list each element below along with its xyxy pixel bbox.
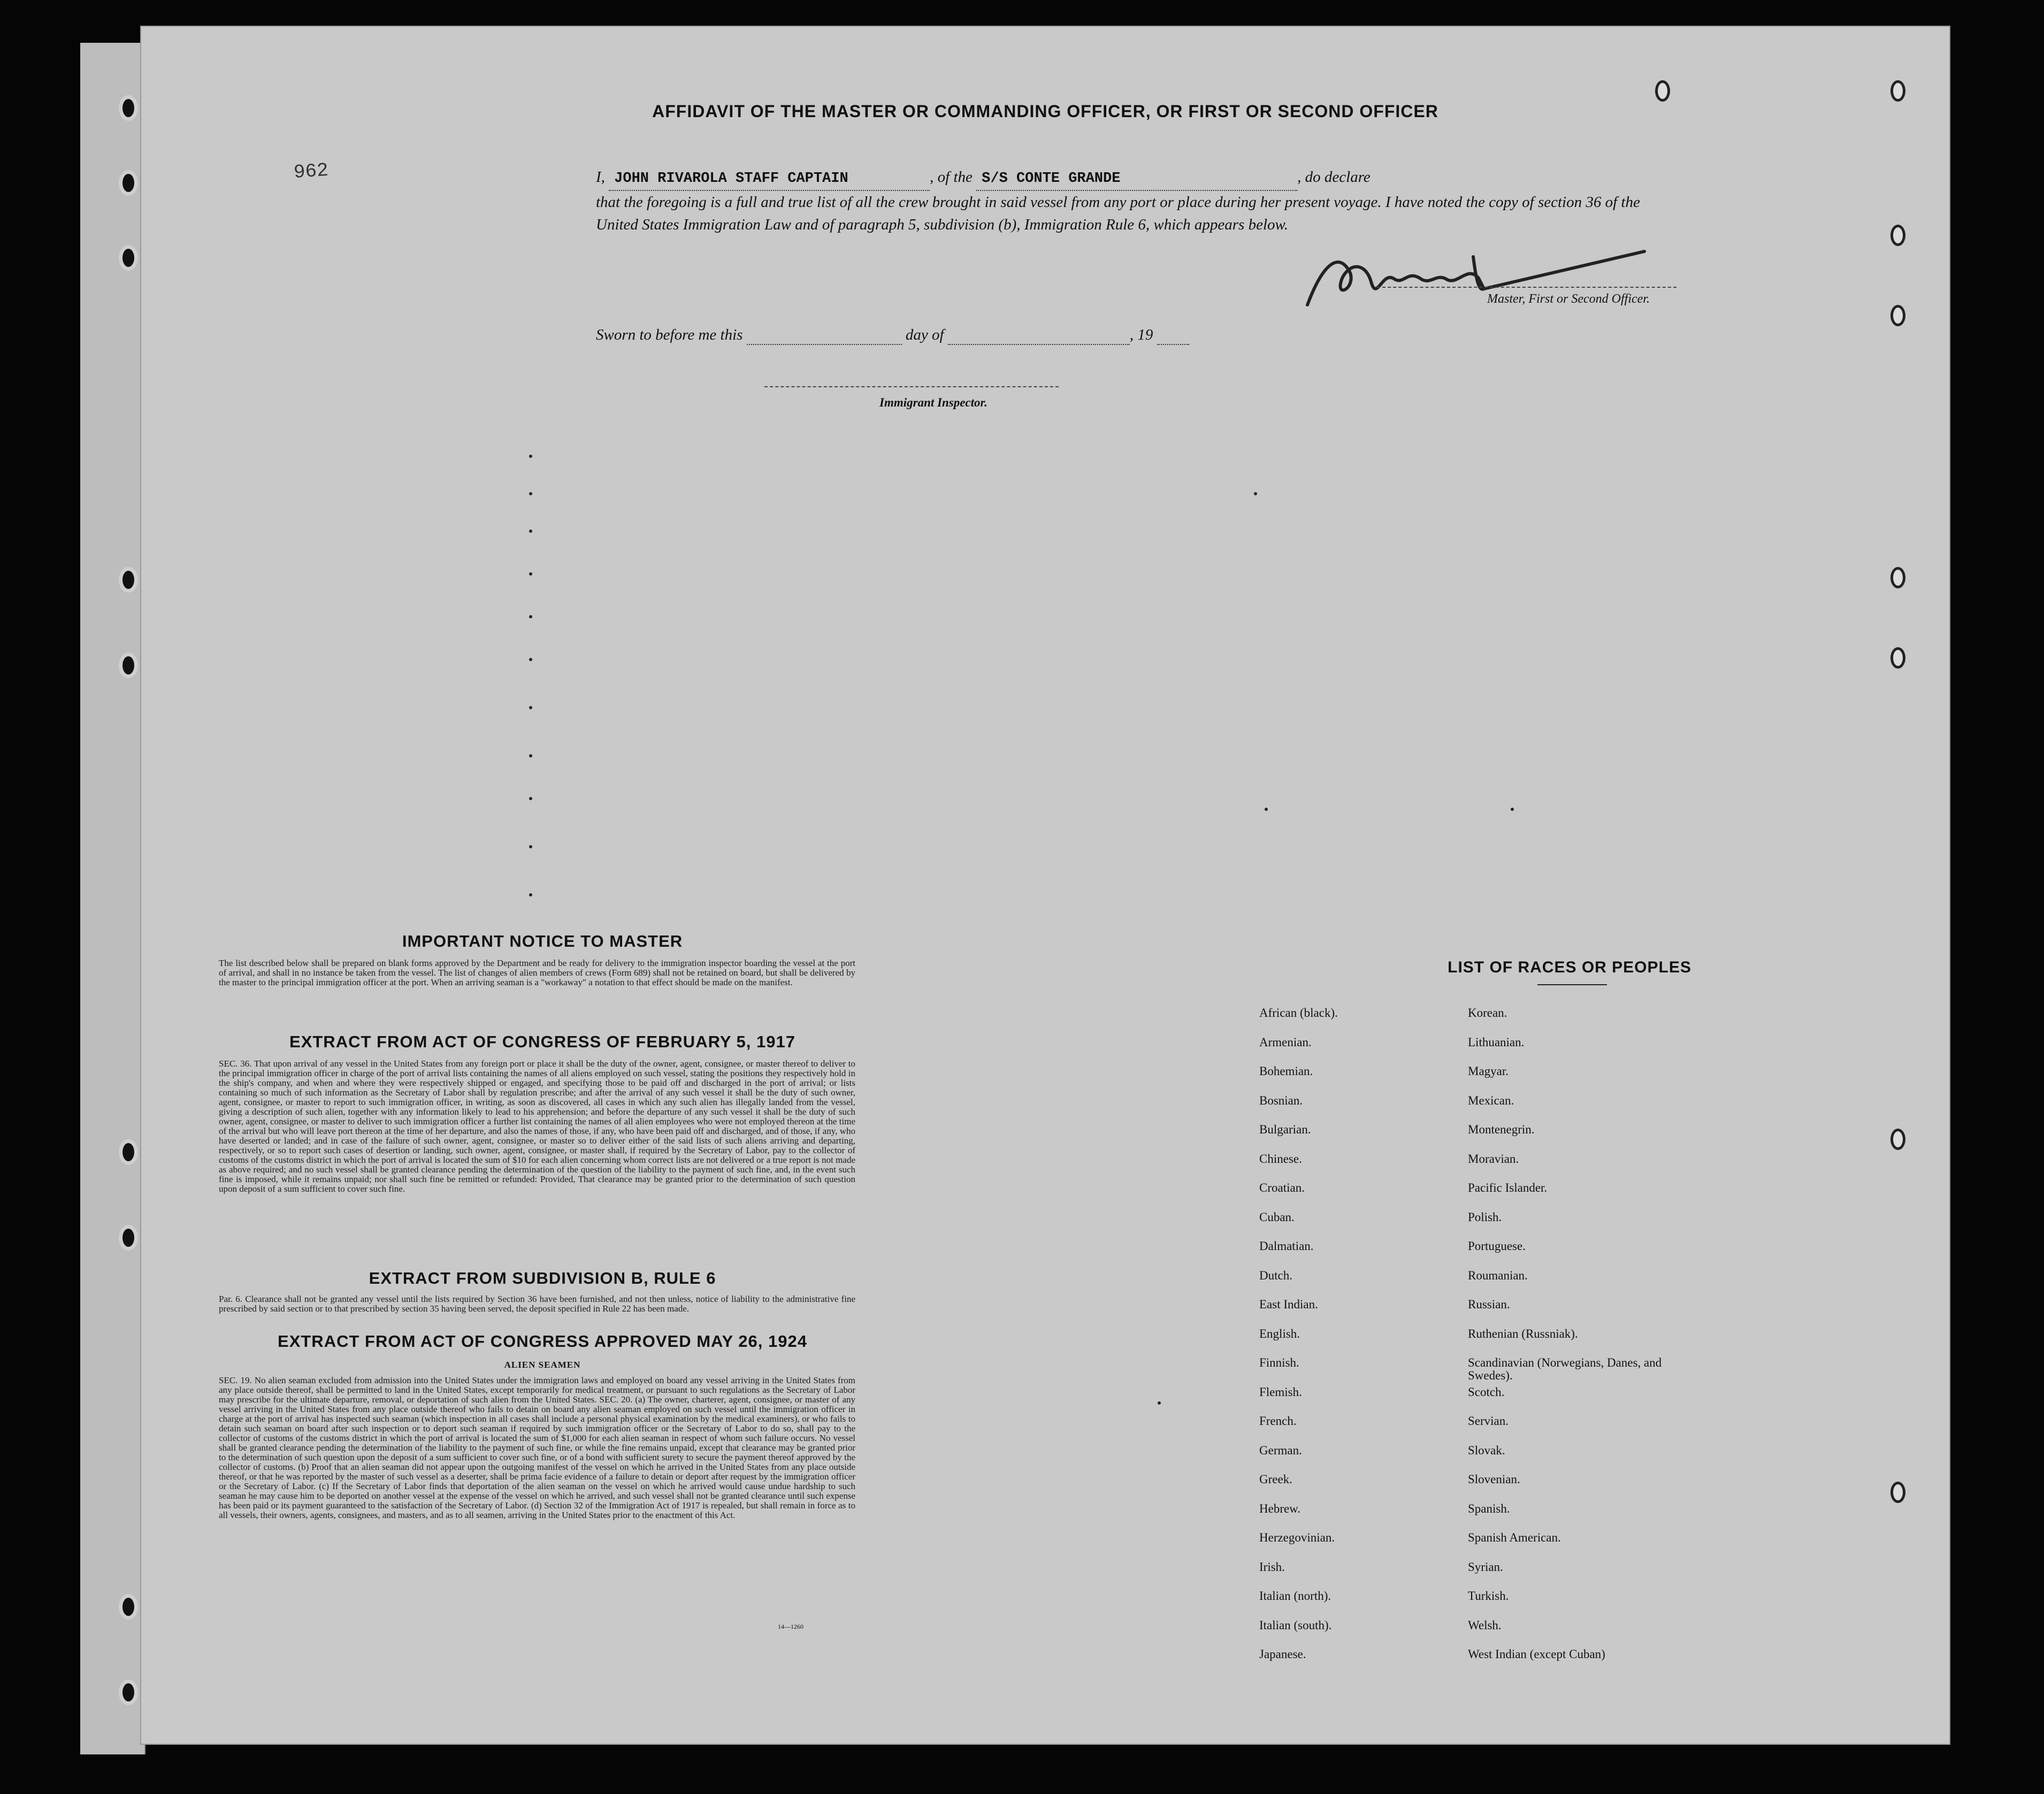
extract-1924-body: SEC. 19. No alien seaman excluded from admission into the United States under the immigration laws and employed on board any vessel arriving in the United States from any place outside thereof, shall be permitted to land in the United States, except temporarily for medical treatment, or pursuant to such regulations as the Secretary of Labor may prescribe for the ultimate departure, removal, or deportation of such alien from the United States. SEC. 20. (a) The owner, charterer, agent, consignee, or master of any vessel arriving in the United States from any place outside thereof who fails to detain on board any alien seaman employed on such vessel until the immigration officer in charge at the port of arrival has inspected such seaman (which inspection in all cases shall include a personal physical examination by the medical examiners), or who fails to detain such seaman on board after such inspection or to deport such seaman if required by such immigration officer or the Secretary of Labor to do so, shall pay to the collector of customs of the customs district in which the port of arrival is located the sum of $1,000 for each alien seaman in respect of whom such failure occurs. No vessel shall be granted clearance pending the determination of the liability to the payment of such fine, or while the fine remains unpaid, except that clearance may be granted prior to the determination of such question upon the deposit of a sum sufficient to cover such fine, or of a bond with sufficient surety to secure the payment thereof approved by the collector of customs. (b) Proof that an alien seaman did not appear upon the outgoing manifest of the vessel on which he arrived in the United States from any place outside thereof, or that he was reported by the master of such vessel as a deserter, shall be prima facie evidence of a failure to detain or deport after request by the immigration officer or the Secretary of Labor. (c) If the Secretary of Labor finds that deportation of the alien seaman on the vessel on which he arrived would cause undue hardship to such seaman he may cause him to be deported on another vessel at the expense of the vessel on which he arrived, and such vessel shall not be granted clearance until such expense has been paid or its payment guaranteed to the satisfaction of the Secretary of Labor. (d) Section 32 of the Immigration Act of 1917 is repealed, but shall remain in force as to all vessels, their owners, agents, consignees, and masters, and as to all seamen, arriving in the United States prior to the enactment of this Act. [219, 1375, 855, 1520]
binder-ring-3 [119, 245, 138, 271]
race-item: English. [1259, 1327, 1300, 1340]
race-item: Flemish. [1259, 1385, 1302, 1399]
extract-1917-body: SEC. 36. That upon arrival of any vessel in the United States from any foreign port or place it shall be the duty of the owner, agent, consignee, or master thereof to deliver to the principal immigration officer in charge of the port of arrival lists containing the names of all aliens employed on such vessel, stating the positions they respectively hold in the ship's company, and when and where they were respectively shipped or engaged, and specifying those to be paid off and discharged in the port of arrival; or lists containing so much of such information as the Secretary of Labor shall by regulation prescribe; and after the arrival of any such vessel it shall be the duty of such owner, agent, consignee, or master to report to such immigration officer, in writing, as soon as discovered, all cases in which any such alien has illegally landed from the vessel, giving a description of such alien, together with any information likely to lead to his apprehension; and before the departure of any such vessel it shall be the duty of such owner, agent, consignee, or master to deliver to such immigration officer a further list containing the names of all alien employees who were not employed thereon at the time of the arrival but who will leave port thereon at the time of her departure, and also the names of those, if any, who have been paid off and discharged, and of those, if any, who have deserted or landed; and in case of the failure of such owner, agent, consignee, or master so to deliver either of the said lists of such aliens arriving and departing, respectively, or so to report such cases of desertion or landing, such owner, agent, consignee, or master shall, if required by the Secretary of Labor, pay to the collector of customs of the customs district in which the port of arrival is located the sum of $10 for each alien concerning whom correct lists are not delivered or a true report is not made as above required; and no such vessel shall be granted clearance pending the determination of the question of the liability to the payment of such fine, and, in the event such fine is imposed, while it remains unpaid; nor shall such fine be remitted or refunded: Provided, That clearance may be granted prior to the determination of such question upon deposit of a sum sufficient to cover such fine. [219, 1059, 855, 1194]
declaration-body: that the foregoing is a full and true list of all the crew brought in said vessel from any port or place during her present voyage. I have noted the copy of section 36 of the United States Immigration Law and of paragraph 5, subdivision (b), Immigration Rule 6, which appears below. [596, 194, 1640, 233]
punch-hole-2 [1890, 80, 1905, 102]
race-item: Pacific Islander. [1468, 1181, 1548, 1194]
race-item: Cuban. [1259, 1210, 1295, 1224]
sworn-line [596, 326, 1189, 345]
ledger-dot [529, 845, 532, 848]
underlying-page-edge [80, 43, 146, 1754]
race-item: Magyar. [1468, 1064, 1509, 1078]
race-item: Bulgarian. [1259, 1123, 1311, 1136]
races-title: LIST OF RACES OR PEOPLES [1448, 959, 1691, 976]
binder-ring-4 [119, 567, 138, 593]
race-item: Irish. [1259, 1560, 1285, 1574]
ledger-dot [529, 530, 532, 533]
manifest-page [140, 26, 1950, 1745]
officer-name-field: JOHN RIVAROLA STAFF CAPTAIN [609, 167, 930, 191]
sworn-month-blank [948, 326, 1130, 345]
punch-hole-6 [1890, 647, 1905, 669]
race-item: Herzegovinian. [1259, 1531, 1335, 1544]
race-item: Italian (south). [1259, 1618, 1332, 1632]
races-right-column [1468, 1007, 1693, 1677]
ledger-dot [529, 893, 532, 896]
sworn-day-blank [747, 326, 902, 345]
race-item: Croatian. [1259, 1181, 1305, 1194]
race-item: French. [1259, 1414, 1297, 1428]
ledger-dot [1254, 492, 1257, 495]
ledger-dot [529, 754, 532, 757]
race-item: Roumanian. [1468, 1268, 1528, 1282]
notice-body: The list described below shall be prepared on blank forms approved by the Department and be ready for delivery to the immigration inspector boarding the vessel at the port of arrival, and shall in no instance be taken from the vessel. The list of changes of alien members of crews (Form 689) shall not be retained on board, but shall be delivered by the master to the principal immigration officer at the port. When an arriving seaman is a "workaway" a notation to that effect should be made on the manifest. [219, 958, 855, 987]
race-item: Welsh. [1468, 1618, 1502, 1632]
race-item: Bohemian. [1259, 1064, 1313, 1078]
race-item: German. [1259, 1443, 1302, 1457]
race-item: Greek. [1259, 1473, 1292, 1486]
race-item: Armenian. [1259, 1035, 1312, 1049]
race-item: Slovenian. [1468, 1473, 1520, 1486]
race-item: Turkish. [1468, 1589, 1509, 1603]
signature-label: Master, First or Second Officer. [1487, 292, 1650, 306]
punch-hole-1 [1655, 80, 1670, 102]
signature-line [1377, 287, 1676, 288]
sworn-year-prefix: , 19 [1129, 326, 1153, 343]
binder-ring-7 [119, 1225, 138, 1251]
race-item: Spanish American. [1468, 1531, 1561, 1544]
race-item: Slovak. [1468, 1443, 1505, 1457]
declaration-of-the: , of the [930, 168, 973, 186]
race-item: Korean. [1468, 1006, 1507, 1019]
race-item: Bosnian. [1259, 1093, 1303, 1107]
ledger-dot [1265, 808, 1268, 811]
sworn-year-blank [1157, 326, 1189, 345]
binder-ring-5 [119, 653, 138, 678]
ledger-dot [529, 615, 532, 618]
form-number: 14—1260 [778, 1623, 803, 1630]
race-item: Chinese. [1259, 1152, 1302, 1166]
punch-hole-8 [1890, 1482, 1905, 1503]
binder-ring-9 [119, 1680, 138, 1705]
declaration-block [596, 166, 1682, 236]
sworn-day-of: day of [905, 326, 944, 343]
punch-hole-5 [1890, 567, 1905, 588]
punch-hole-3 [1890, 225, 1905, 246]
inspector-label: Immigrant Inspector. [879, 396, 987, 409]
subdivision-body: Par. 6. Clearance shall not be granted any vessel until the lists required by Section 36 have been furnished, and not then unless, notice of liability to the administrative fine prescribed by said section or to that prescribed by section 35 having been served, the deposit specified in Rule 22 has been made. [219, 1294, 855, 1314]
race-item: Spanish. [1468, 1501, 1510, 1515]
punch-hole-7 [1890, 1129, 1905, 1150]
ledger-dot [529, 455, 532, 458]
declaration-pre-name: I, [596, 168, 605, 186]
race-item: Hebrew. [1259, 1501, 1301, 1515]
race-item: Dalmatian. [1259, 1239, 1314, 1253]
binder-ring-1 [119, 95, 138, 121]
race-item: Syrian. [1468, 1560, 1503, 1574]
sworn-prefix: Sworn to before me this [596, 326, 743, 343]
races-title-underline [1537, 984, 1607, 985]
race-item: Servian. [1468, 1414, 1509, 1428]
ledger-dot [529, 797, 532, 800]
race-item: Mexican. [1468, 1093, 1514, 1107]
ledger-dot [529, 492, 532, 495]
punch-hole-4 [1890, 305, 1905, 326]
vessel-name-field: S/S CONTE GRANDE [976, 167, 1297, 191]
race-item: Montenegrin. [1468, 1123, 1535, 1136]
race-item: Portuguese. [1468, 1239, 1526, 1253]
subdivision-title: EXTRACT FROM SUBDIVISION B, RULE 6 [369, 1269, 716, 1287]
binder-ring-2 [119, 170, 138, 196]
race-item: Lithuanian. [1468, 1035, 1525, 1049]
inspector-signature-line [764, 386, 1059, 387]
race-item: Italian (north). [1259, 1589, 1331, 1603]
race-item: Japanese. [1259, 1647, 1306, 1661]
race-item: Finnish. [1259, 1356, 1299, 1369]
binder-ring-6 [119, 1139, 138, 1165]
affidavit-title: AFFIDAVIT OF THE MASTER OR COMMANDING OFFICER, OR FIRST OR SECOND OFFICER [652, 102, 1438, 121]
margin-note: 962 [293, 159, 330, 184]
ledger-dot [1158, 1401, 1161, 1405]
ledger-dot [529, 706, 532, 709]
ledger-dot [1511, 808, 1514, 811]
race-item: African (black). [1259, 1006, 1338, 1019]
ledger-dot [529, 572, 532, 576]
ledger-dot [529, 658, 532, 661]
race-item: East Indian. [1259, 1298, 1318, 1311]
race-item: Russian. [1468, 1298, 1510, 1311]
race-item: Polish. [1468, 1210, 1502, 1224]
race-item: Moravian. [1468, 1152, 1519, 1166]
extract-1917-title: EXTRACT FROM ACT OF CONGRESS OF FEBRUARY 5, 1917 [289, 1032, 795, 1051]
extract-1924-subtitle: ALIEN SEAMEN [504, 1360, 581, 1370]
binder-ring-8 [119, 1594, 138, 1620]
race-item: Ruthenian (Russniak). [1468, 1327, 1578, 1340]
race-item: Dutch. [1259, 1268, 1292, 1282]
races-left-column [1259, 1007, 1463, 1677]
race-item: Scotch. [1468, 1385, 1505, 1399]
extract-1924-title: EXTRACT FROM ACT OF CONGRESS APPROVED MAY 26, 1924 [278, 1332, 807, 1351]
race-item: Scandinavian (Norwegians, Danes, and Swedes). [1468, 1356, 1662, 1382]
declaration-do-declare: , do declare [1297, 168, 1371, 186]
race-item: West Indian (except Cuban) [1468, 1647, 1605, 1661]
notice-title: IMPORTANT NOTICE TO MASTER [402, 932, 683, 950]
